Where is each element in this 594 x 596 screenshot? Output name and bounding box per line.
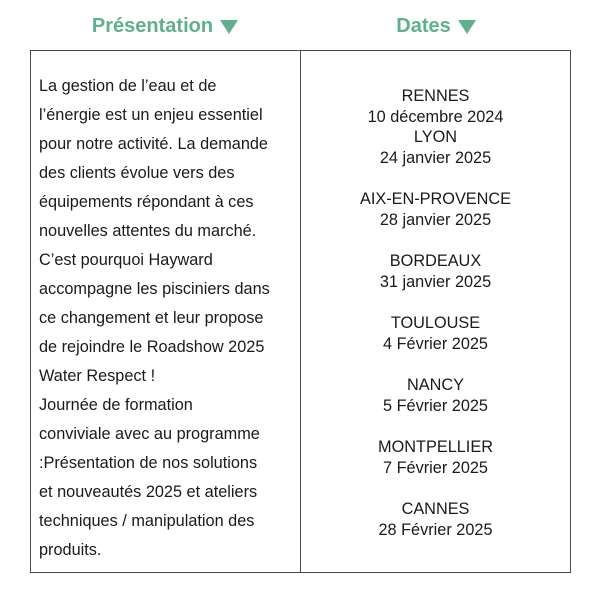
info-table [30, 50, 571, 573]
city-name: RENNES [401, 87, 470, 105]
presentation-line: techniques / manipulation des [39, 512, 255, 530]
presentation-line: ce changement et leur propose [39, 309, 264, 327]
presentation-line: accompagne les pisciniers dans [39, 280, 270, 298]
city-name: NANCY [407, 376, 464, 394]
presentation-line: La gestion de l’eau et de [39, 77, 217, 95]
presentation-line: équipements répondant à ces [39, 193, 254, 211]
presentation-line: :Présentation de nos solutions [39, 454, 258, 472]
event-date: 28 Février 2025 [378, 520, 493, 539]
event-date: 28 janvier 2025 [379, 210, 492, 229]
city-name: BORDEAUX [389, 252, 482, 270]
presentation-line: pour notre activité. La demande [39, 135, 268, 153]
presentation-line: C’est pourquoi Hayward [39, 251, 213, 269]
city-name: TOULOUSE [390, 314, 481, 332]
presentation-column [31, 51, 301, 572]
presentation-line: et nouveautés 2025 et ateliers [39, 483, 258, 501]
header-presentation-label: Présentation [91, 14, 214, 37]
presentation-line: nouvelles attentes du marché. [39, 222, 257, 240]
event-date: 31 janvier 2025 [379, 272, 492, 291]
header-presentation [30, 12, 300, 40]
city-name: CANNES [401, 500, 470, 518]
triangle-down-icon [458, 20, 476, 34]
header-dates-label: Dates [396, 14, 451, 37]
event-date: 24 janvier 2025 [379, 148, 492, 167]
event-date: 5 Février 2025 [383, 396, 488, 415]
event-date: 10 décembre 2024 [367, 107, 504, 126]
presentation-line: conviviale avec au programme [39, 425, 260, 443]
triangle-down-icon [220, 20, 238, 34]
dates-column [301, 51, 570, 572]
city-name: LYON [413, 128, 458, 146]
presentation-line: Journée de formation [39, 396, 193, 414]
presentation-line: de rejoindre le Roadshow 2025 [39, 338, 265, 356]
city-name: AIX-EN-PROVENCE [359, 190, 512, 208]
presentation-line: l’énergie est un enjeu essentiel [39, 106, 263, 124]
presentation-line: des clients évolue vers des [39, 164, 235, 182]
presentation-line: Water Respect ! [39, 367, 156, 385]
event-date: 4 Février 2025 [383, 334, 488, 353]
presentation-line: produits. [39, 541, 102, 559]
event-date: 7 Février 2025 [383, 458, 488, 477]
header-dates [301, 12, 571, 40]
city-name: MONTPELLIER [378, 438, 493, 456]
